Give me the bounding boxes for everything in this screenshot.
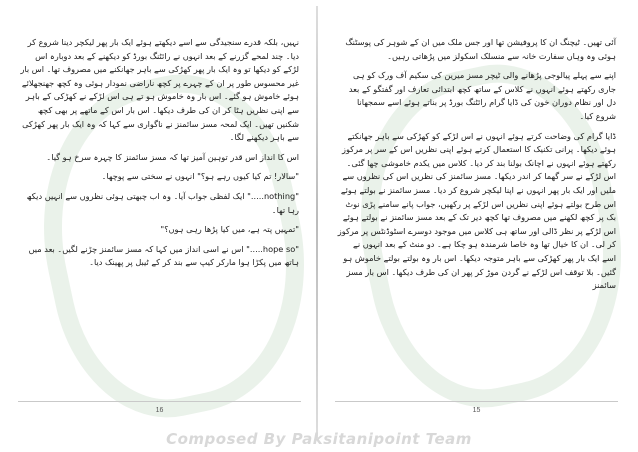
paragraph: "hope so....." اس نے اسی انداز میں کہا کہ مسز سائمنز چڑنے لگیں۔ بعد میں ہاتھ میں پکڑا ہوا مارکر کیپ سے بند کر کے ٹیبل پر پھینک دیا۔ (28, 243, 299, 268)
paragraph: اپنے سے پہلے پیالوجی پڑھانے والی ٹیچر مسز میرین کی سکیم آف ورک کو ہی جاری رکھتے ہوئے انہوں نے کلاس کے ساتھ کچھ ابتدائی تعارف اور گفتگو کے بعد دل اور نظام دوران خون کی ڈایا گرام رائٹنگ بورڈ پر بناتے ہوئے اسے سمجھانا شروع کیا۔ (348, 70, 616, 121)
paragraph: "تمہیں پتہ ہے، میں کیا پڑھا رہی ہوں؟" (160, 224, 299, 235)
left-page (6, 8, 313, 436)
footer-rule (18, 401, 301, 402)
right-page (323, 8, 630, 436)
paragraph: آئی تھیں۔ ٹیچنگ ان کا پروفیشن تھا اور جس ملک میں ان کے شوہر کی پوسٹنگ ہوئی وہ وہاں سفارت خانہ سے منسلک اسکولز میں پڑھاتی رہیں۔ (345, 37, 616, 61)
paragraph: "nothing....." ایک لفظی جواب آیا۔ وہ اب چبھتی ہوئی نظروں سے انہیں دیکھ رہا تھا۔ (26, 190, 299, 215)
paragraph: "سالار! تم کیا کیوں رہے ہو؟" انہوں نے سختی سے پوچھا۔ (101, 171, 299, 182)
paragraph: نہیں، بلکہ قدرے سنجیدگی سے اسے دیکھتے ہوئے ایک بار پھر لیکچر دینا شروع کر دیا۔ چند لمحے گزرنے کے بعد انہوں نے رائٹنگ بورڈ کو دیکھنے کے بعد دوبارہ اس لڑکے کو دیکھا تو وہ ایک بار پھر کھڑکی سے باہر جھانکنے میں مصروف تھا۔ اس بار غیر محسوس طور پر ان کے چہرے پر کچھ ناراضی نمودار ہوئی وہ کچھ جھنجھلائے ہوئے خاموش ہو گئے۔ اس بار وہ خاموش ہو تے ہی اس لڑکے نے کھڑکی کے باہر سے اپنی نظریں ہٹا کر ان کی طرف دیکھا۔ اس بار اس کے ماتھے پر بھی کچھ شکنیں تھیں۔ ایک لمحہ مسز سائمنز نے ناگواری سے کہا کہ وہ ایک بار پھر کھڑکی سے باہر دیکھنے لگا۔ (20, 37, 299, 143)
left-page-text (20, 36, 299, 276)
book-spine (316, 6, 318, 438)
paragraph: ڈایا گرام کی وضاحت کرتے ہوئے انہوں نے اس لڑکے کو کھڑکی سے باہر جھانکتے ہوئے دیکھا۔ پرانی تکنیک کا استعمال کرتے ہوئے اپنی نظریں اس کے سر پر مرکوز رکھتے ہوئے انہوں نے اچانک بولنا بند کر دیا۔ کلاس میں یکدم خاموشی چھا گئی۔ اس لڑکے نے سر گھما کر اندر دیکھا۔ مسز سائمنز کی نظریں اس کی نظروں سے ملیں اور ایک بار پھر انہوں نے اپنا لیکچر شروع کر دیا۔ مسز سائمنز نے بولتے ہوئے اس طرح بولتے ہوئے اپنی نظریں اس لڑکے پر رکھیں، جواب پانے سامنے پڑی نوٹ بک پر کچھ لکھنے میں مصروف تھا کچھ دیر تک کے بعد مسز سائمنز نے بولتے ہوئے اس لڑکے پر نظر ڈالی اور ساتھ ہی کلاس میں موجود دوسرے اسٹوڈنٹس پر مرکوز کر لی۔ ان کا خیال تھا وہ خاصا شرمندہ ہو چکا ہے۔ دو منٹ کے بعد انہوں نے اسے ایک بار پھر کھڑکی سے باہر متوجہ دیکھا۔ اس بار وہ بولتے بولتے خاموش ہو گئیں۔ بلا توقف اس لڑکے نے گردن موڑ کر پھر ان کی طرف دیکھا۔ اس بار مسز سائمنز (337, 130, 616, 291)
right-page-text (337, 36, 616, 299)
page-number: 16 (155, 407, 164, 414)
page-number: 15 (472, 407, 481, 414)
composer-credit: Composed By Paksitanipoint Team (166, 430, 472, 448)
footer-rule (335, 401, 618, 402)
paragraph: اس کا انداز اس قدر توہین آمیز تھا کہ مسز سائمنز کا چہرہ سرخ ہو گیا۔ (46, 151, 299, 162)
